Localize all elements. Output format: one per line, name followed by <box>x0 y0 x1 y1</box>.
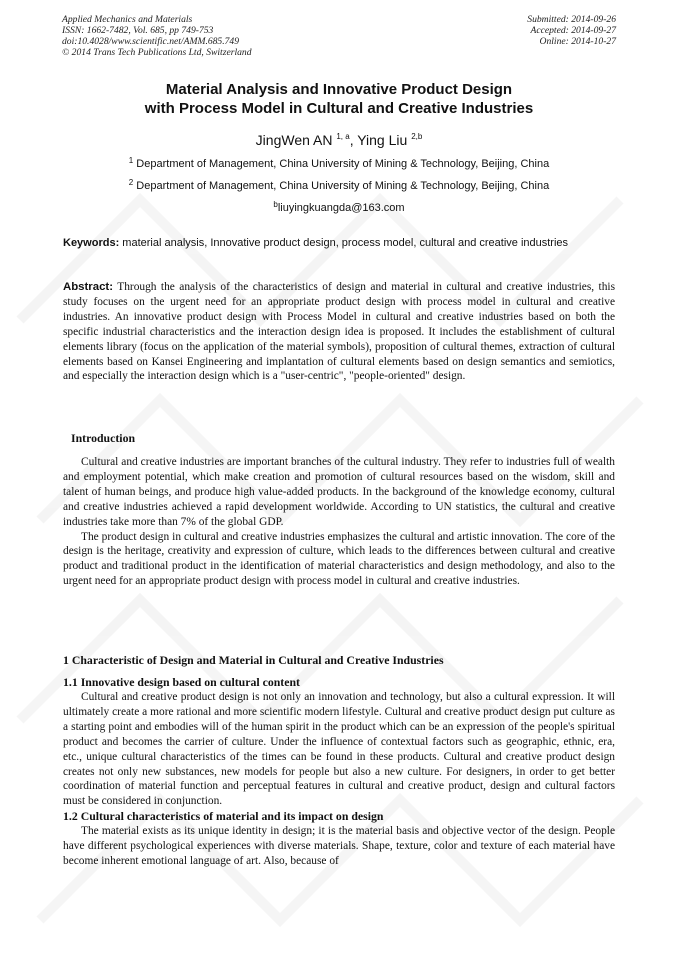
affiliation-2 <box>40 179 638 193</box>
affiliation-2-sup: 2 <box>128 178 134 187</box>
online-date: Online: 2014-10-27 <box>539 36 616 47</box>
submitted-date: Submitted: 2014-09-26 <box>527 14 616 25</box>
affiliation-1-text: Department of Management, China University of Mining & Technology, Beijing, China <box>136 158 550 170</box>
section-1-1 <box>63 675 615 869</box>
title-line-2: with Process Model in Cultural and Creative Industries <box>144 100 534 117</box>
introduction-paragraph-1: Cultural and creative industries are important branches of the cultural industry. They refer to industries full of wealth and employment potential, which make creation and promotion of cultural resources based on the wisdom, skill and talent of human beings, and produce high value-added products. In the background of the knowledge economy, cultural and creative industries achieved a rapid development worldwide. According to UN statistics, the cultural and creative industries take more than 7% of the global GDP. <box>63 456 615 528</box>
issn-line: ISSN: 1662-7482, Vol. 685, pp 749-753 <box>62 25 214 36</box>
journal-header-left <box>62 14 252 58</box>
keywords-text: material analysis, Innovative product design, process model, cultural and creative industries <box>119 237 569 249</box>
author-list <box>40 131 638 149</box>
section-1-2-paragraph: The material exists as its unique identity in design; it is the material basis and objective vector of the design. People have different psychological experiences with diverse materials. Shape, texture, color and texture of each material have become inherent emotional language of art. Also, because of <box>63 825 615 868</box>
section-1-1-heading: 1.1 Innovative design based on cultural content <box>63 675 300 689</box>
paper-title <box>40 80 638 118</box>
section-1-heading: 1 Characteristic of Design and Material in Cultural and Creative Industries <box>63 653 444 667</box>
abstract-label: Abstract: <box>63 281 114 293</box>
affiliation-1-sup: 1 <box>128 156 134 165</box>
author-2-sup: 2,b <box>411 132 423 141</box>
author-1-sup: 1, a <box>336 132 350 141</box>
affiliation-2-text: Department of Management, China University of Mining & Technology, Beijing, China <box>136 180 550 192</box>
section-1 <box>63 653 615 668</box>
email-text: liuyingkuangda@163.com <box>277 202 405 214</box>
author-2-name: Ying Liu <box>357 132 408 148</box>
abstract-text: Through the analysis of the characteristics of design and material in cultural and creative industries, this study focuses on the urgent need for an appropriate product design with process model in cultural and creative industries. An innovative product design with Process Model in cultural and creative industries based on both the specific industrial characteristics and the interaction design idea is proposed. It includes the establishment of cultural elements library (focus on the application of the material symbols), proposition of cultural themes, extraction of cultural elements based on Kansei Engineering and implantation of cultural elements based on design semantics and semiotics, and especially the interaction design which is a "user-centric", "people-oriented" design. <box>63 281 615 383</box>
section-1-1-paragraph: Cultural and creative product design is not only an innovation and technology, but also a cultural expression. It will ultimately create a more rational and more scientific modern lifestyle. Cultural and creative product design put culture as a starting point and embodies will of the human spirit in the product which can be an expression of the people's spiritual product and becomes the carrier of culture. Under the influence of contextual factors such as geographic, ethnic, era, etc., unique cultural characteristics of the times can be found in these products. Cultural and creative product design creates not only new substances, new models for people but also a new culture. For designers, in order to get better coordination of material function and perceptual features in cultural and creative product, design and cultural factors must be considered in conjunction. <box>63 691 615 808</box>
abstract <box>63 280 615 384</box>
introduction-heading: Introduction <box>71 431 136 445</box>
keywords <box>63 236 615 250</box>
journal-name: Applied Mechanics and Materials <box>62 14 193 25</box>
introduction-section <box>63 431 615 446</box>
author-email <box>40 201 638 215</box>
section-1-2-heading: 1.2 Cultural characteristics of material and its impact on design <box>63 809 384 824</box>
copyright-line: © 2014 Trans Tech Publications Ltd, Switzerland <box>62 47 252 58</box>
author-1-name: JingWen AN <box>255 132 333 148</box>
keywords-label: Keywords: <box>63 237 120 249</box>
introduction-body <box>63 455 615 589</box>
introduction-paragraph-2: The product design in cultural and creative industries emphasizes the cultural and artistic innovation. The core of the design is the heritage, creativity and expression of culture, which leads to the differences between cultural and creative product and traditional product in the identification of material characteristics and design methodology, and also to the urgent need for an appropriate product design with process model in cultural and creative industries. <box>63 530 615 588</box>
journal-header-right <box>527 14 616 47</box>
title-line-1: Material Analysis and Innovative Product Design <box>165 81 513 98</box>
doi-line: doi:10.4028/www.scientific.net/AMM.685.749 <box>62 36 240 47</box>
email-sup: b <box>273 200 278 209</box>
author-separator: , <box>349 132 358 148</box>
affiliation-1 <box>40 157 638 171</box>
abstract-paragraph <box>63 280 615 384</box>
accepted-date: Accepted: 2014-09-27 <box>530 25 616 36</box>
